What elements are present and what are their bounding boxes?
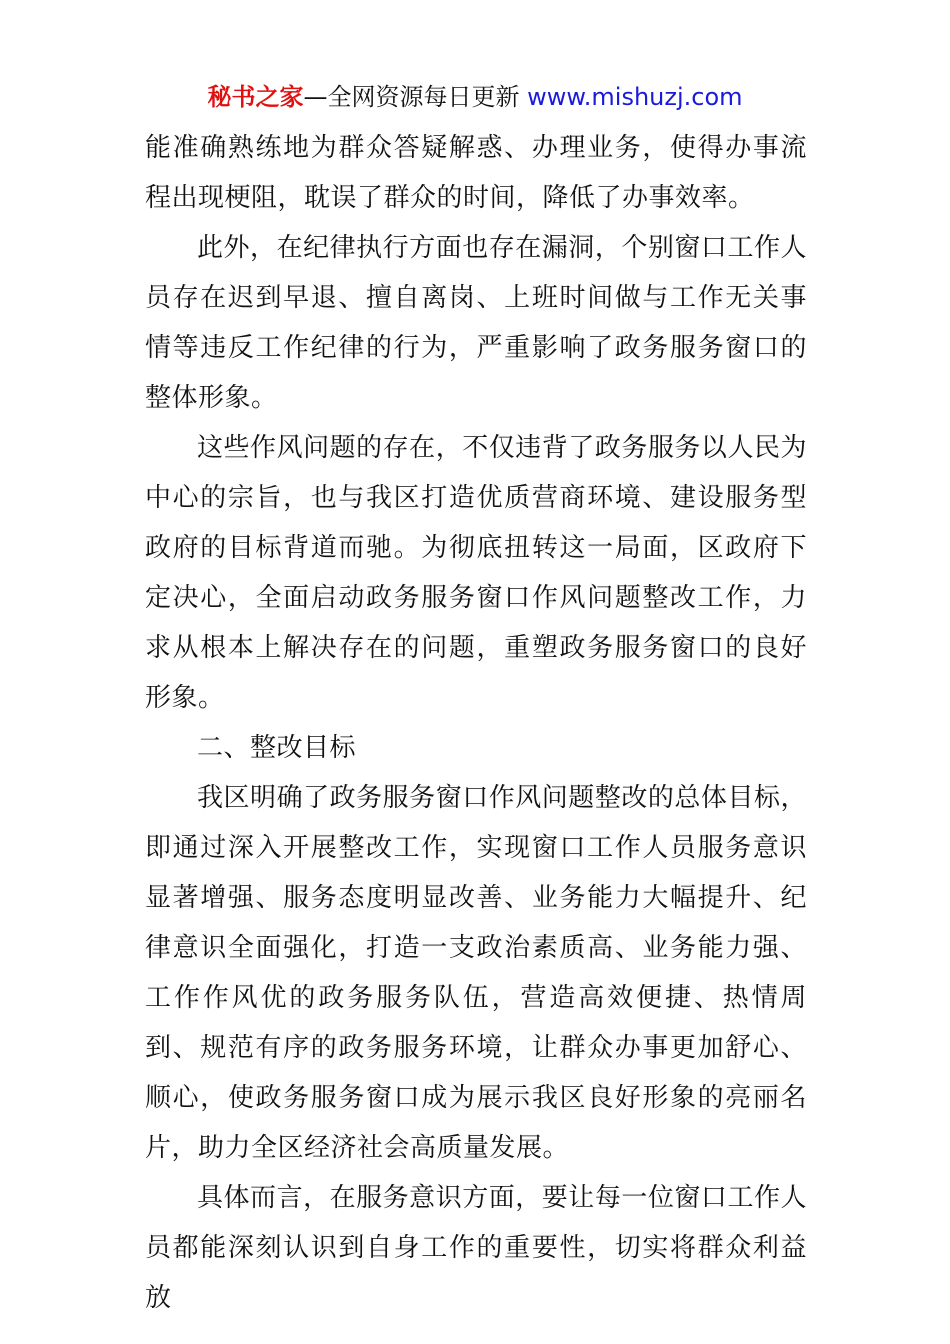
paragraph-problems: 这些作风问题的存在，不仅违背了政务服务以人民为中心的宗旨，也与我区打造优质营商环境、建设服务型政府的目标背道而驰。为彻底扭转这一局面，区政府下定决心，全面启动政务服务窗口作风问题整改工作，力求从根本上解决存在的问题，重塑政务服务窗口的良好形象。 bbox=[145, 433, 807, 713]
site-brand: 秘书之家 bbox=[207, 83, 304, 111]
paragraph-goals: 我区明确了政务服务窗口作风问题整改的总体目标，即通过深入开展整改工作，实现窗口工作人员服务意识显著增强、服务态度明显改善、业务能力大幅提升、纪律意识全面强化，打造一支政治素质高、业务能力强、工作作风优的政务服务队伍，营造高效便捷、热情周到、规范有序的政务服务环境，让群众办事更加舒心、顺心，使政务服务窗口成为展示我区良好形象的亮丽名片，助力全区经济社会高质量发展。 bbox=[145, 783, 807, 1163]
site-header bbox=[0, 80, 950, 114]
document-body bbox=[145, 123, 807, 1323]
site-url-link[interactable]: www.mishuzj.com bbox=[527, 83, 743, 111]
paragraph-specifics: 具体而言，在服务意识方面，要让每一位窗口工作人员都能深刻认识到自身工作的重要性，切实将群众利益放 bbox=[145, 1183, 807, 1313]
paragraph-discipline: 此外，在纪律执行方面也存在漏洞，个别窗口工作人员存在迟到早退、擅自离岗、上班时间做与工作无关事情等违反工作纪律的行为，严重影响了政务服务窗口的整体形象。 bbox=[145, 233, 807, 413]
site-tagline: —全网资源每日更新 bbox=[303, 83, 528, 111]
paragraph-continued: 能准确熟练地为群众答疑解惑、办理业务，使得办事流程出现梗阻，耽误了群众的时间，降低了办事效率。 bbox=[145, 133, 807, 213]
section-heading-goals: 二、整改目标 bbox=[197, 733, 357, 763]
